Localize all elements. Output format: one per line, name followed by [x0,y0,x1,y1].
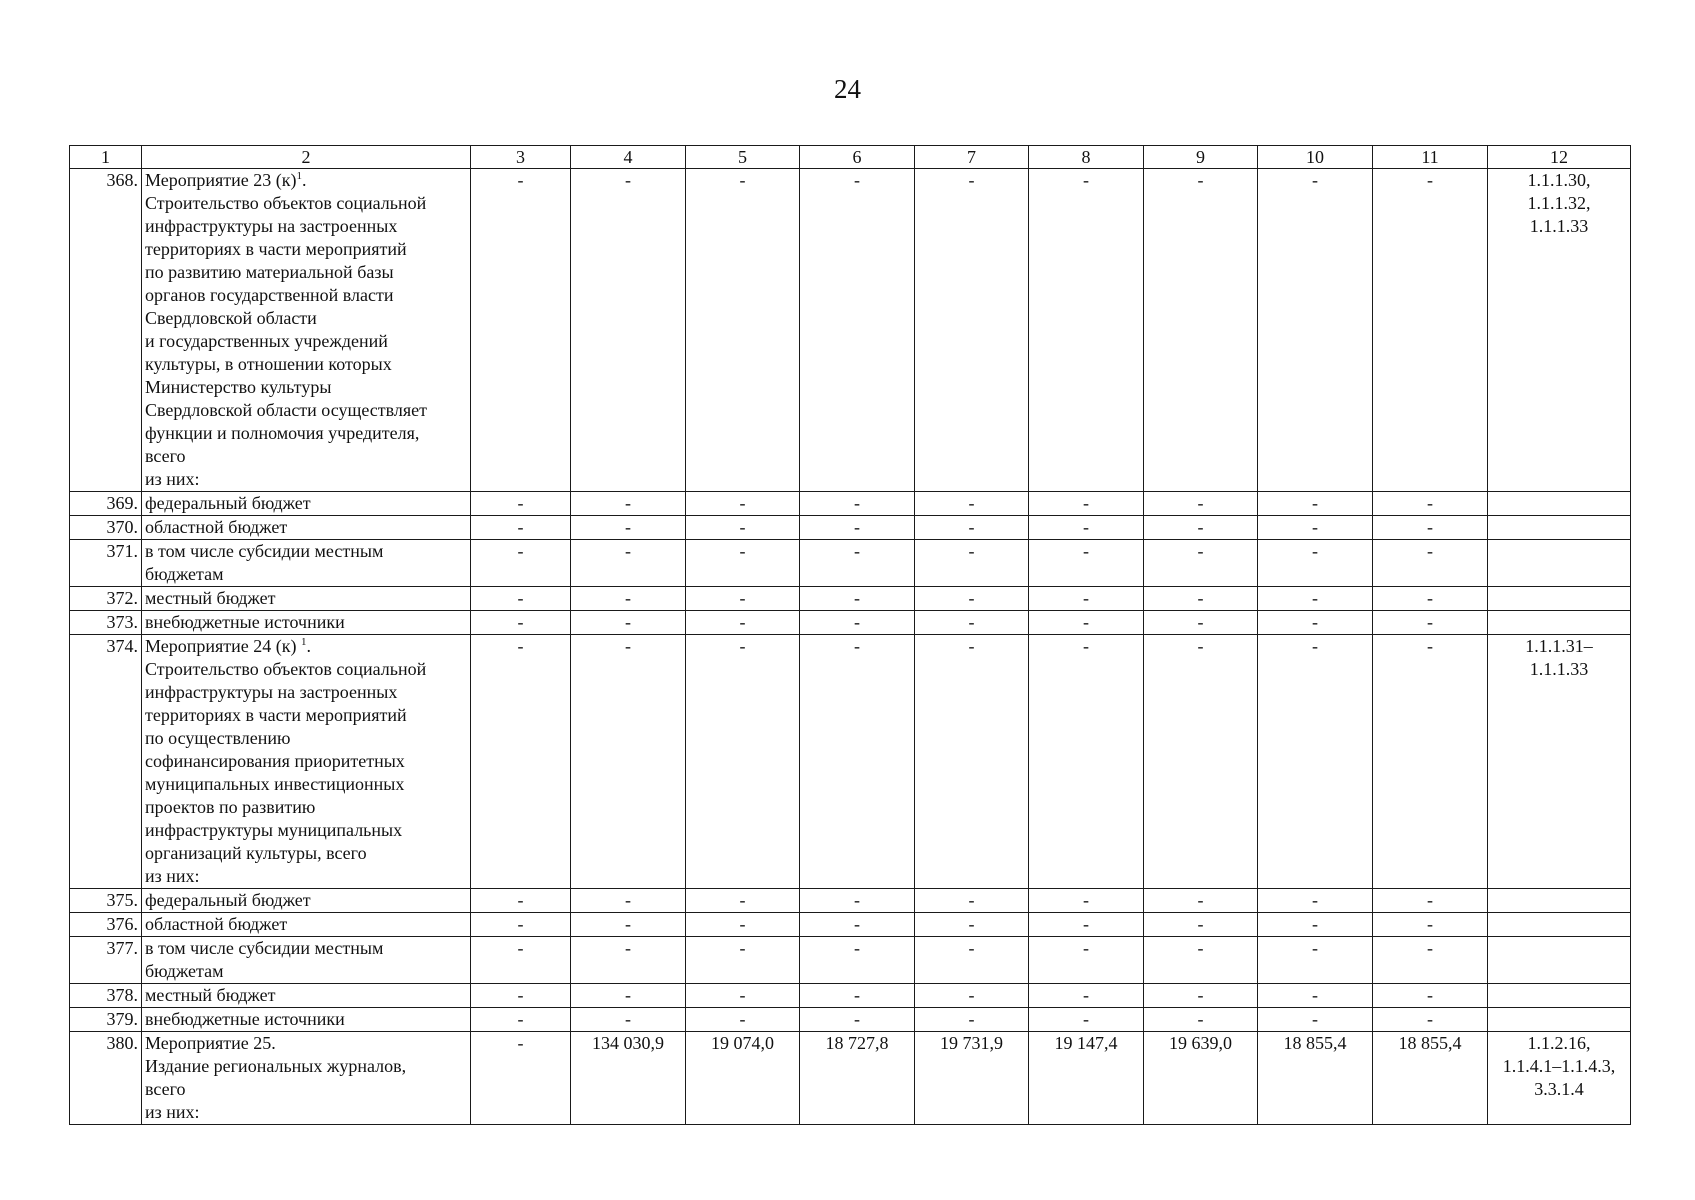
value-cell: - [1373,516,1488,540]
column-header: 7 [915,146,1029,169]
row-description: Мероприятие 25. Издание региональных журналов, всего из них: [142,1032,471,1125]
value-cell: - [1258,492,1373,516]
value-cell: - [471,611,571,635]
value-cell: - [571,169,686,492]
value-cell: - [915,1008,1029,1032]
value-cell: - [800,169,915,492]
value-cell: - [1373,984,1488,1008]
value-cell: - [800,635,915,889]
value-cell: - [571,540,686,587]
value-cell: - [1258,540,1373,587]
column-header: 2 [142,146,471,169]
target-indicators-cell [1488,516,1631,540]
value-cell: 19 074,0 [686,1032,800,1125]
row-number: 373. [70,611,142,635]
footnote-mark: 1 [301,636,307,648]
value-cell: - [1258,913,1373,937]
target-indicators-cell [1488,984,1631,1008]
target-indicators-cell [1488,913,1631,937]
row-description: областной бюджет [142,913,471,937]
value-cell: - [800,492,915,516]
value-cell: - [1373,635,1488,889]
value-cell: - [1258,635,1373,889]
value-cell: - [1373,611,1488,635]
value-cell: - [800,937,915,984]
table-row [70,540,1631,587]
value-cell: - [800,611,915,635]
value-cell: - [471,937,571,984]
value-cell: - [571,492,686,516]
row-number: 370. [70,516,142,540]
value-cell: - [686,611,800,635]
column-header: 12 [1488,146,1631,169]
value-cell: - [1029,937,1144,984]
table-row [70,587,1631,611]
budget-table [69,145,1631,1125]
target-indicators-cell [1488,937,1631,984]
table-row [70,169,1631,492]
value-cell: - [1144,587,1258,611]
value-cell: - [471,492,571,516]
value-cell: - [686,169,800,492]
column-header: 1 [70,146,142,169]
value-cell: - [471,1032,571,1125]
value-cell: - [471,913,571,937]
value-cell: - [915,937,1029,984]
value-cell: - [915,889,1029,913]
value-cell: - [800,587,915,611]
value-cell: - [471,169,571,492]
value-cell: - [1373,937,1488,984]
value-cell: - [1373,540,1488,587]
column-header: 4 [571,146,686,169]
table-row [70,492,1631,516]
row-description: федеральный бюджет [142,492,471,516]
target-indicators-cell [1488,889,1631,913]
value-cell: - [686,540,800,587]
row-number: 371. [70,540,142,587]
value-cell: 134 030,9 [571,1032,686,1125]
row-number: 368. [70,169,142,492]
table-row [70,1032,1631,1125]
row-description: местный бюджет [142,587,471,611]
column-header: 9 [1144,146,1258,169]
value-cell: - [1144,492,1258,516]
value-cell: - [915,587,1029,611]
value-cell: - [571,611,686,635]
row-description: в том числе субсидии местным бюджетам [142,540,471,587]
column-header: 11 [1373,146,1488,169]
value-cell: - [1144,169,1258,492]
value-cell: - [800,540,915,587]
value-cell: - [915,169,1029,492]
value-cell: - [1144,540,1258,587]
target-indicators-cell [1488,540,1631,587]
value-cell: 18 855,4 [1258,1032,1373,1125]
value-cell: - [1144,913,1258,937]
value-cell: - [1373,1008,1488,1032]
value-cell: - [1029,169,1144,492]
value-cell: - [686,516,800,540]
value-cell: - [1258,516,1373,540]
table-header-row [70,146,1631,169]
value-cell: - [1029,913,1144,937]
target-indicators-cell: 1.1.1.30, 1.1.1.32, 1.1.1.33 [1488,169,1631,492]
value-cell: - [1144,516,1258,540]
row-description [142,635,471,889]
value-cell: - [686,913,800,937]
value-cell: - [800,913,915,937]
column-header: 5 [686,146,800,169]
target-indicators-cell [1488,492,1631,516]
value-cell: - [571,984,686,1008]
value-cell: 18 727,8 [800,1032,915,1125]
target-indicators-cell [1488,587,1631,611]
table-row [70,984,1631,1008]
value-cell: - [686,889,800,913]
value-cell: - [1258,889,1373,913]
value-cell: - [471,540,571,587]
value-cell: - [1258,1008,1373,1032]
table-row [70,516,1631,540]
row-number: 374. [70,635,142,889]
value-cell: - [571,913,686,937]
value-cell: - [471,984,571,1008]
row-number: 377. [70,937,142,984]
value-cell: - [571,1008,686,1032]
column-header: 3 [471,146,571,169]
value-cell: - [571,635,686,889]
table-row [70,635,1631,889]
value-cell: - [471,889,571,913]
description-title: Мероприятие 24 (к) [145,636,302,656]
table-row [70,889,1631,913]
value-cell: - [1029,516,1144,540]
value-cell: - [915,913,1029,937]
column-header: 6 [800,146,915,169]
value-cell: - [471,516,571,540]
value-cell: - [1029,1008,1144,1032]
row-number: 378. [70,984,142,1008]
value-cell: - [1144,889,1258,913]
value-cell: - [1258,169,1373,492]
target-indicators-cell: 1.1.2.16, 1.1.4.1–1.1.4.3, 3.3.1.4 [1488,1032,1631,1125]
value-cell: - [1029,492,1144,516]
description-title: Мероприятие 23 (к) [145,170,297,190]
value-cell: - [915,516,1029,540]
description-text: . Строительство объектов социальной инфраструктуры на застроенных территориях в части мероприятий по осуществлению софинансирования приоритетных муниципальных инвестиционных проектов по развитию инфраструктуры муниципальных организаций культуры, всего из них: [145,636,427,886]
value-cell: - [1029,889,1144,913]
row-number: 379. [70,1008,142,1032]
value-cell: 19 147,4 [1029,1032,1144,1125]
value-cell: - [686,635,800,889]
description-text: . Строительство объектов социальной инфраструктуры на застроенных территориях в части мероприятий по развитию материальной базы органов государственной власти Свердловской области и государственных учреждений культуры, в отношении которых Министерство культуры Свердловской области осуществляет функции и полномочия учредителя, всего из них: [145,170,428,489]
value-cell: - [1144,1008,1258,1032]
column-header: 8 [1029,146,1144,169]
value-cell: - [571,587,686,611]
value-cell: - [571,937,686,984]
value-cell: - [571,889,686,913]
value-cell: - [1258,611,1373,635]
row-description: федеральный бюджет [142,889,471,913]
row-description: внебюджетные источники [142,611,471,635]
page-number: 24 [834,74,861,104]
value-cell: - [1029,984,1144,1008]
value-cell: - [471,1008,571,1032]
value-cell: - [800,1008,915,1032]
value-cell: - [686,1008,800,1032]
value-cell: - [915,611,1029,635]
footnote-mark: 1 [296,170,303,182]
value-cell: - [471,587,571,611]
value-cell: - [686,492,800,516]
value-cell: - [1373,492,1488,516]
value-cell: 19 731,9 [915,1032,1029,1125]
column-header: 10 [1258,146,1373,169]
value-cell: - [686,937,800,984]
target-indicators-cell [1488,611,1631,635]
row-description: внебюджетные источники [142,1008,471,1032]
value-cell: - [1029,611,1144,635]
table-row [70,913,1631,937]
value-cell: - [1144,984,1258,1008]
value-cell: - [1029,635,1144,889]
value-cell: - [1373,913,1488,937]
row-number: 376. [70,913,142,937]
value-cell: - [1373,169,1488,492]
row-description: областной бюджет [142,516,471,540]
value-cell: - [1258,984,1373,1008]
target-indicators-cell [1488,1008,1631,1032]
value-cell: - [915,635,1029,889]
table-row [70,611,1631,635]
value-cell: - [800,516,915,540]
value-cell: - [1144,611,1258,635]
row-description [142,169,471,492]
value-cell: - [1144,635,1258,889]
value-cell: - [686,587,800,611]
row-number: 380. [70,1032,142,1125]
value-cell: - [915,984,1029,1008]
row-number: 375. [70,889,142,913]
value-cell: - [1258,587,1373,611]
value-cell: - [915,540,1029,587]
value-cell: - [1373,587,1488,611]
value-cell: - [1373,889,1488,913]
value-cell: - [1029,540,1144,587]
value-cell: - [686,984,800,1008]
row-number: 369. [70,492,142,516]
value-cell: - [1029,587,1144,611]
value-cell: - [1144,937,1258,984]
row-description: местный бюджет [142,984,471,1008]
value-cell: - [1258,937,1373,984]
table-row [70,1008,1631,1032]
target-indicators-cell: 1.1.1.31– 1.1.1.33 [1488,635,1631,889]
value-cell: - [571,516,686,540]
value-cell: - [915,492,1029,516]
row-description: в том числе субсидии местным бюджетам [142,937,471,984]
value-cell: - [800,889,915,913]
row-number: 372. [70,587,142,611]
table-row [70,937,1631,984]
value-cell: 18 855,4 [1373,1032,1488,1125]
value-cell: 19 639,0 [1144,1032,1258,1125]
value-cell: - [471,635,571,889]
value-cell: - [800,984,915,1008]
